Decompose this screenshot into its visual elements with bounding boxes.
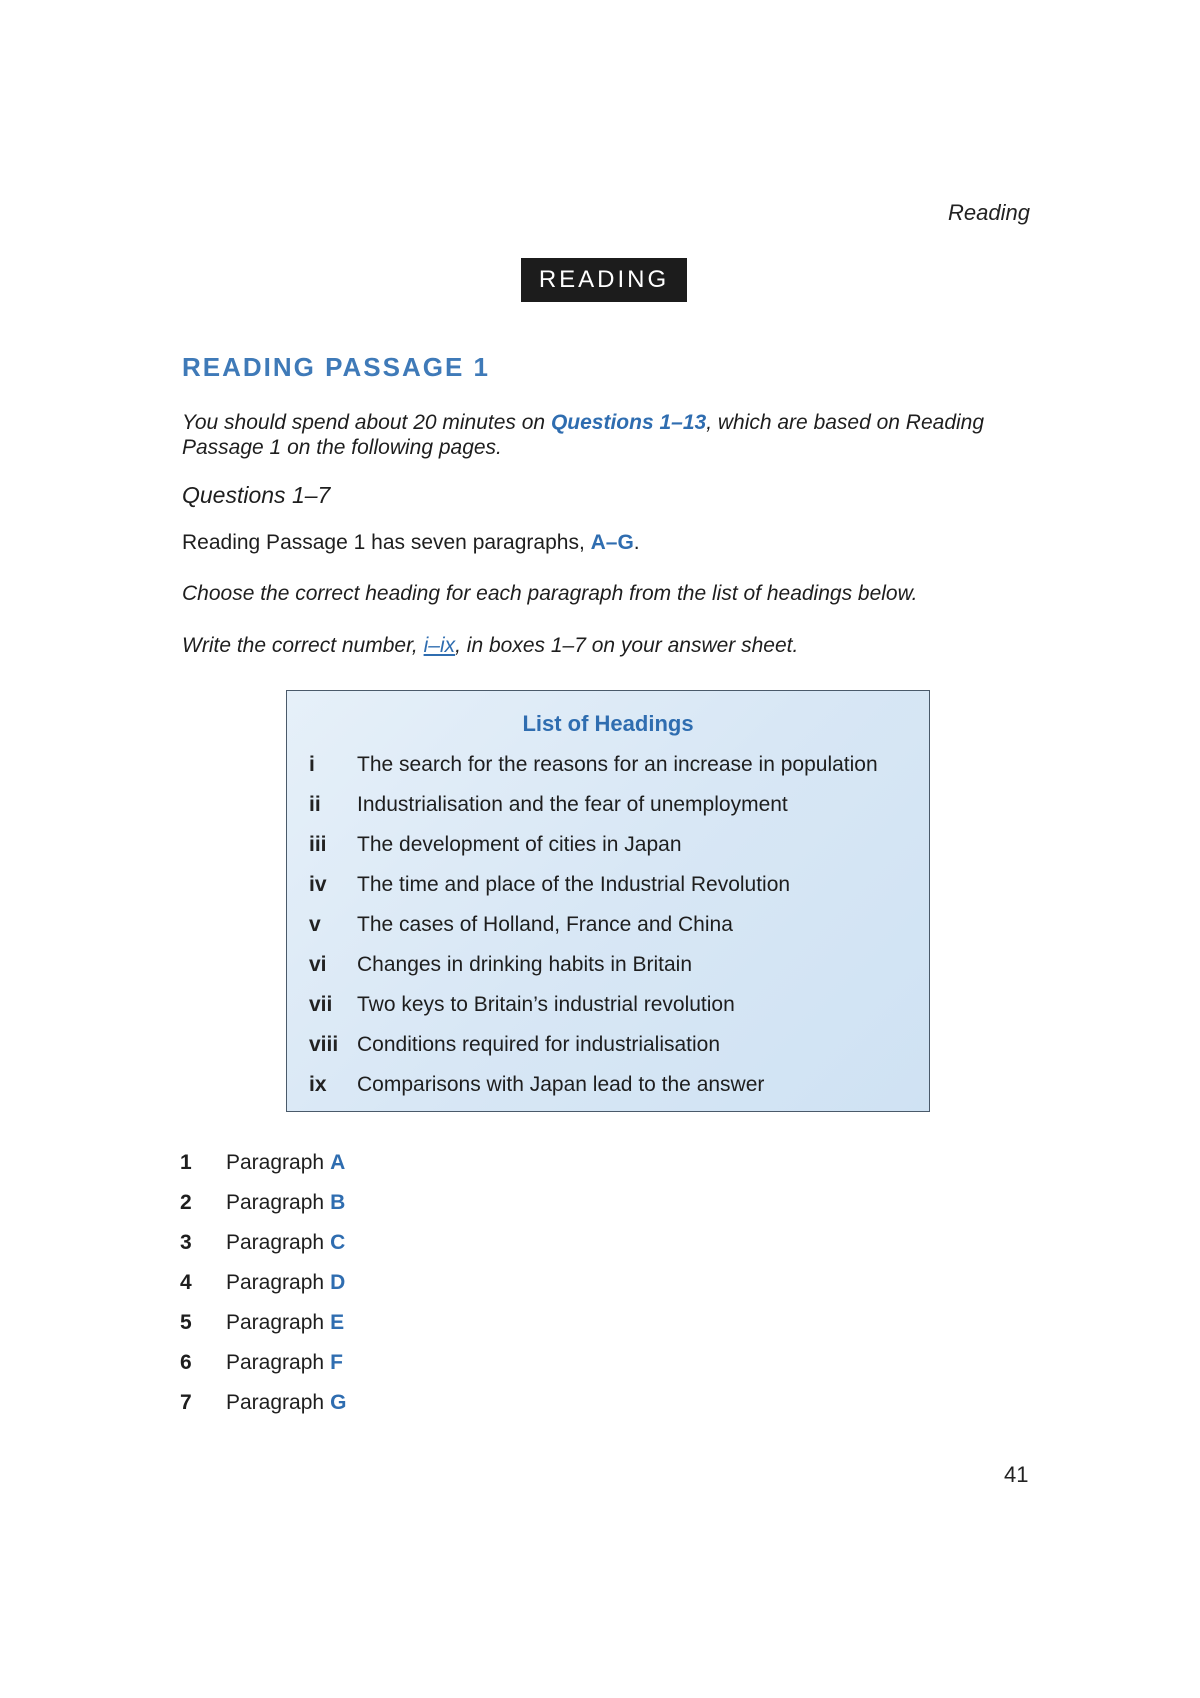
heading-numeral: iii	[309, 833, 327, 856]
instruction-paragraphs	[182, 531, 640, 555]
heading-numeral: viii	[309, 1033, 339, 1056]
question-number: 4	[180, 1271, 192, 1294]
instruction-3-text-end: , in boxes 1–7 on your answer sheet.	[455, 634, 799, 657]
list-of-headings-title: List of Headings	[522, 711, 694, 736]
instruction-choose-heading: Choose the correct heading for each paragraph from the list of headings below.	[182, 582, 918, 605]
heading-text: The cases of Holland, France and China	[357, 913, 733, 936]
heading-item	[309, 825, 682, 865]
heading-item	[309, 905, 733, 945]
question-label: Paragraph	[226, 1231, 325, 1254]
running-head: Reading	[948, 200, 1030, 225]
heading-text: The development of cities in Japan	[357, 833, 682, 856]
question-label: Paragraph	[226, 1351, 325, 1374]
question-item	[180, 1188, 345, 1218]
question-item	[180, 1268, 345, 1298]
paragraph-letter: D	[330, 1271, 346, 1294]
intro-questions-highlight: Questions 1–13	[550, 411, 707, 434]
heading-text: Comparisons with Japan lead to the answer	[357, 1073, 765, 1096]
paragraph-letter: E	[330, 1311, 345, 1334]
heading-text: Changes in drinking habits in Britain	[357, 953, 693, 976]
instruction-3-text-start: Write the correct number,	[182, 634, 424, 657]
paragraph-letter: A	[330, 1151, 346, 1174]
page-number: 41	[1004, 1462, 1029, 1487]
instruction-1-highlight: A–G	[590, 531, 634, 554]
heading-item	[309, 985, 735, 1025]
question-label: Paragraph	[226, 1311, 325, 1334]
heading-item	[309, 745, 878, 785]
heading-text: The time and place of the Industrial Revolution	[357, 873, 791, 896]
intro-text-start: You should spend about 20 minutes on	[182, 411, 551, 434]
paragraph-letter: F	[330, 1351, 343, 1374]
heading-numeral: i	[309, 753, 315, 776]
question-label: Paragraph	[226, 1151, 325, 1174]
question-label: Paragraph	[226, 1191, 325, 1214]
paragraph-letter: G	[330, 1391, 347, 1414]
heading-numeral: iv	[309, 873, 327, 896]
heading-item	[309, 1065, 764, 1105]
question-item	[180, 1228, 345, 1258]
instruction-1-text-start: Reading Passage 1 has seven paragraphs,	[182, 531, 591, 554]
heading-numeral: ix	[309, 1073, 327, 1096]
intro-text-end: , which are based on Reading Passage 1 on the following pages.	[182, 411, 985, 459]
paragraph-letter: B	[330, 1191, 346, 1214]
list-of-headings-box	[286, 690, 930, 1112]
question-number: 5	[180, 1311, 192, 1334]
question-item	[180, 1388, 346, 1418]
section-badge: READING	[521, 258, 687, 302]
question-range-heading: Questions 1–7	[182, 482, 331, 508]
intro-paragraph	[182, 410, 1042, 460]
heading-item	[309, 945, 692, 985]
question-number: 7	[180, 1391, 192, 1414]
question-number: 2	[180, 1191, 192, 1214]
paragraph-letter: C	[330, 1231, 346, 1254]
instruction-1-text-end: .	[633, 531, 640, 554]
heading-text: The search for the reasons for an increase in population	[357, 753, 878, 776]
question-item	[180, 1348, 343, 1378]
heading-item	[309, 785, 788, 825]
heading-text: Conditions required for industrialisation	[357, 1033, 721, 1056]
question-number: 6	[180, 1351, 192, 1374]
instruction-write-number	[182, 634, 798, 658]
heading-text: Industrialisation and the fear of unemployment	[357, 793, 788, 816]
heading-numeral: ii	[309, 793, 321, 816]
passage-title: READING PASSAGE 1	[182, 352, 491, 382]
question-label: Paragraph	[226, 1271, 325, 1294]
heading-numeral: vii	[309, 993, 333, 1016]
question-item	[180, 1148, 345, 1178]
question-label: Paragraph	[226, 1391, 325, 1414]
heading-item	[309, 865, 790, 905]
heading-item	[309, 1025, 720, 1065]
heading-numeral: vi	[309, 953, 327, 976]
question-item	[180, 1308, 344, 1338]
instruction-3-highlight: i–ix	[423, 634, 456, 657]
heading-numeral: v	[309, 913, 321, 936]
question-number: 3	[180, 1231, 192, 1254]
heading-text: Two keys to Britain’s industrial revolution	[357, 993, 735, 1016]
question-number: 1	[180, 1151, 192, 1174]
